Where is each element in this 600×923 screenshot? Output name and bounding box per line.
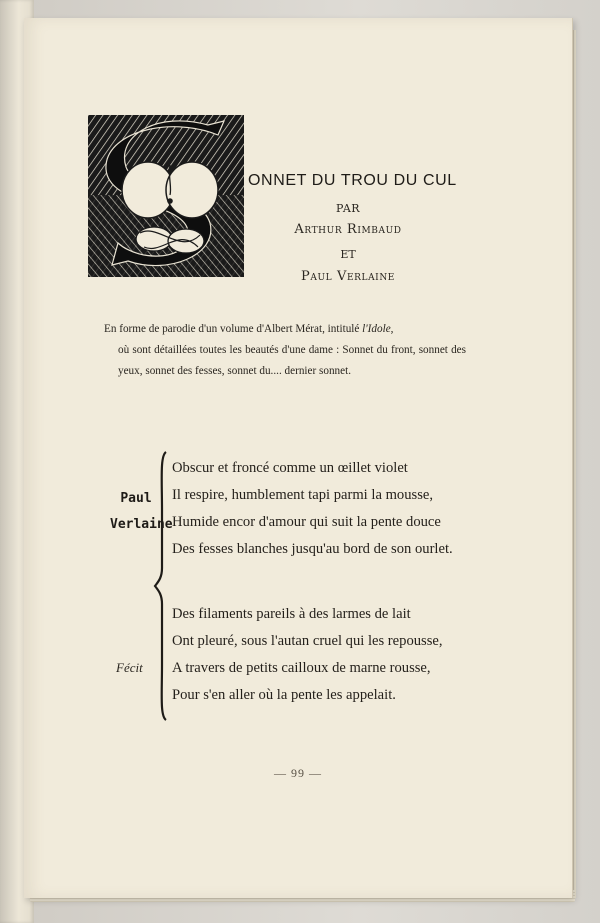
signature-last-name: Verlaine: [110, 517, 173, 532]
stanza-2: [172, 601, 482, 709]
verse-line: Pour s'en aller où la pente les appelait.: [172, 687, 396, 703]
introduction-paragraph: [104, 319, 466, 382]
intro-rest: où sont détaillées toutes les beautés d'une dame : Sonnet du front, sonnet des yeux, sonnet des fesses, sonnet du.... dernier sonnet.: [118, 344, 466, 377]
verse-line: Humide encor d'amour qui suit la pente douce: [172, 514, 441, 530]
verse-line: Obscur et froncé comme un œillet violet: [172, 460, 408, 476]
author-rimbaud: Arthur Rimbaud: [294, 222, 402, 237]
curly-brace: [152, 450, 172, 722]
verse-line: Ont pleuré, sous l'autan cruel qui les repousse,: [172, 633, 443, 649]
stanza-1: [172, 455, 482, 563]
poem-body: [172, 455, 482, 709]
page-number: — 99 —: [274, 766, 322, 780]
intro-line-1: En forme de parodie d'un volume d'Albert Mérat, intitulé l'Idole,: [104, 323, 394, 335]
intro-italic-title: l'Idole,: [362, 323, 394, 335]
verse-line: Des fesses blanches jusqu'au bord de son ourlet.: [172, 541, 453, 557]
author-verlaine: Paul Verlaine: [301, 269, 395, 284]
verse-line: A travers de petits cailloux de marne rousse,: [172, 660, 431, 676]
byline-et: ET: [340, 248, 356, 261]
decorated-initial-s: [88, 115, 244, 277]
signature-first-name: Paul: [120, 491, 152, 506]
signature-fecit: Fécit: [116, 660, 143, 675]
verse-line: Il respire, humblement tapi parmi la mousse,: [172, 487, 433, 503]
byline-par: PAR: [335, 202, 361, 215]
poem-title: ONNET DU TROU DU CUL: [248, 172, 457, 189]
verse-line: Des filaments pareils à des larmes de lait: [172, 606, 411, 622]
